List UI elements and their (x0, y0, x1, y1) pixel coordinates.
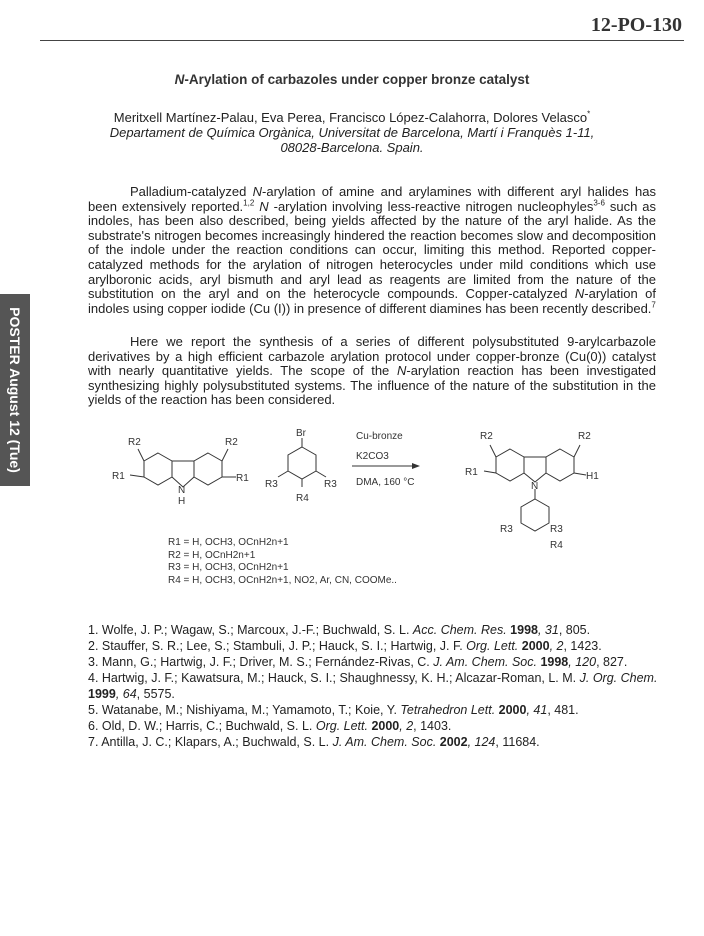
ref-journal: J. Am. Chem. Soc. (433, 655, 537, 669)
document-title (0, 72, 704, 87)
reagent-base: K2CO3 (356, 451, 389, 462)
reference-item (88, 718, 658, 734)
ref-volume: , 2 (399, 719, 414, 733)
text: N (252, 184, 263, 199)
title-text: -Arylation of carbazoles under copper bronze catalyst (184, 72, 530, 87)
reference-item (88, 670, 658, 702)
text: -arylation of amine and arylamines with different aryl halides has been extensively reported. (88, 184, 656, 214)
ref-year: 1998 (536, 655, 569, 669)
legend-r2: R2 = H, OCnH2n+1 (168, 549, 256, 561)
ref-volume: , 124 (467, 735, 496, 749)
label-r2: R2 (225, 437, 238, 448)
ref-authors: 3. Mann, G.; Hartwig, J. F.; Driver, M. S.; Fernández-Rivas, C. (88, 655, 434, 669)
label-r1: R1 (236, 473, 249, 484)
label-h: H (178, 496, 186, 507)
ref-journal: J. Org. Chem. (579, 671, 658, 685)
authors (0, 110, 704, 125)
arrow-head (412, 463, 420, 469)
ref-authors: 7. Antilla, J. C.; Klapars, A.; Buchwald, S. L. (88, 735, 333, 749)
ref-pages: , 5575. (136, 687, 175, 701)
ref-authors: 5. Watanabe, M.; Nishiyama, M.; Yamamoto, T.; Koie, Y. (88, 703, 401, 717)
legend-r3: R3 = H, OCH3, OCnH2n+1 (168, 562, 289, 573)
text: -arylation of indoles using copper iodide (Cu (I)) in presence of different diamines has been recently described. (88, 286, 656, 316)
affiliation-line-2: 08028-Barcelona. Spain. (280, 140, 424, 155)
label-r3: R3 (500, 524, 513, 535)
paragraph-intro (88, 185, 656, 316)
ref-journal: Acc. Chem. Res. (412, 623, 507, 637)
citation: 3-6 (593, 198, 605, 208)
title-italic-n: N (174, 72, 185, 87)
side-tab-label: POSTER August 12 (Tue) (7, 307, 23, 473)
ref-volume: , 41 (526, 703, 548, 717)
ref-pages: , 805. (558, 623, 591, 637)
ref-volume: , 31 (537, 623, 559, 637)
reference-item (88, 622, 658, 638)
label-r2: R2 (480, 431, 493, 442)
ref-year: 2000 (367, 719, 400, 733)
label-n: N (178, 485, 186, 496)
ref-authors: 6. Old, D. W.; Harris, C.; Buchwald, S. L. (88, 719, 316, 733)
ref-year: 1999 (88, 687, 116, 701)
text: such as indoles, has been also described, being yields affected by the nature of the aryl halide. As the substrate's nitrogen becomes increasingly hindered the reaction becomes slow and decomposition of the indole under the reaction conditions can occur, limiting this method. Reported copper-catalyzed methods for the arylation of nitrogen heterocycles under mild conditions which use arylboronic acids, aryl bismuth and aryl lead as reagents are limited from the nature of the substitution on the aryl and on the heterocycle compounds. Copper-catalyzed (88, 198, 656, 302)
poster-code: 12-PO-130 (590, 14, 682, 36)
label-r4: R4 (550, 540, 563, 551)
ref-year: 1998 (506, 623, 538, 637)
ref-year: 2000 (518, 639, 550, 653)
text: N (259, 198, 269, 214)
reference-item (88, 702, 658, 718)
ref-authors: 2. Stauffer, S. R.; Lee, S.; Stambuli, J. P.; Hauck, S. I.; Hartwig, J. F. (88, 639, 467, 653)
label-r2: R2 (128, 437, 141, 448)
label-r1: R1 (465, 467, 478, 478)
legend-r4: R4 = H, OCH3, OCnH2n+1, NO2, Ar, CN, COOMe.. (168, 574, 397, 586)
author-block (0, 110, 704, 155)
reference-item (88, 734, 658, 750)
label-r4: R4 (296, 493, 309, 504)
ref-volume: , 120 (568, 655, 597, 669)
ref-pages: , 827. (596, 655, 628, 669)
references (88, 622, 658, 750)
label-r2: R2 (578, 431, 591, 442)
ref-pages: , 481. (547, 703, 579, 717)
text: Here we report the synthesis of a series of different polysubstituted 9-arylcarbazole derivatives by a high efficient carbazole arylation protocol under copper-bronze (Cu(0)) catalyst with nearly quantitative yields. The scope of the (88, 334, 656, 379)
ref-authors: 4. Hartwig, J. F.; Kawatsura, M.; Hauck, S. I.; Shaughnessy, K. H.; Alcazar-Roman, L. M. (88, 671, 580, 685)
label-h1: H1 (586, 471, 599, 482)
legend-r1: R1 = H, OCH3, OCnH2n+1 (168, 537, 289, 548)
ref-journal: J. Am. Chem. Soc. (332, 735, 437, 749)
ref-year: 2002 (436, 735, 468, 749)
paragraph-work (88, 335, 656, 408)
text: N (396, 363, 407, 379)
affiliation-line-1: Departament de Química Orgànica, Universitat de Barcelona, Martí i Franquès 1-11, (109, 125, 595, 140)
side-tab (0, 294, 30, 486)
aryl-bromide-structure (278, 438, 326, 487)
ref-volume: , 64 (115, 687, 137, 701)
label-r3: R3 (265, 479, 278, 490)
ref-journal: Tetrahedron Lett. (400, 703, 496, 717)
ref-year: 2000 (495, 703, 527, 717)
reference-item (88, 638, 658, 654)
carbazole-structure (130, 449, 236, 487)
text: Palladium-catalyzed (130, 184, 253, 199)
ref-volume: , 2 (549, 639, 564, 653)
author-names: Meritxell Martínez-Palau, Eva Perea, Francisco López-Calahorra, Dolores Velasco (113, 110, 588, 125)
text: -arylation involving less-reactive nitrogen nucleophyles (268, 198, 594, 214)
ref-journal: Org. Lett. (466, 639, 519, 653)
reference-item (88, 654, 658, 670)
label-r3: R3 (550, 524, 563, 535)
reaction-conditions: DMA, 160 °C (356, 477, 415, 488)
ref-authors: 1. Wolfe, J. P.; Wagaw, S.; Marcoux, J.-F.; Buchwald, S. L. (88, 623, 413, 637)
label-n: N (531, 481, 539, 492)
text: -arylation reaction has been investigated synthesizing highly polysubstituted systems. The influence of the nature of the substitution in the yields of the reaction has been considered. (88, 363, 656, 408)
corresponding-mark: * (587, 109, 591, 119)
citation: 7 (651, 300, 656, 310)
ref-pages: , 11684. (495, 735, 540, 749)
ref-pages: , 1403. (413, 719, 452, 733)
citation: 1,2 (243, 198, 255, 208)
text: N (574, 286, 585, 302)
substituent-legend (168, 537, 397, 587)
label-r1: R1 (112, 471, 125, 482)
reaction-scheme (100, 425, 660, 535)
reagent-cu-bronze: Cu-bronze (356, 431, 403, 442)
label-br: Br (296, 428, 306, 439)
label-r3: R3 (324, 479, 337, 490)
ref-pages: , 1423. (563, 639, 602, 653)
ref-journal: Org. Lett. (315, 719, 368, 733)
header-rule (40, 40, 684, 41)
